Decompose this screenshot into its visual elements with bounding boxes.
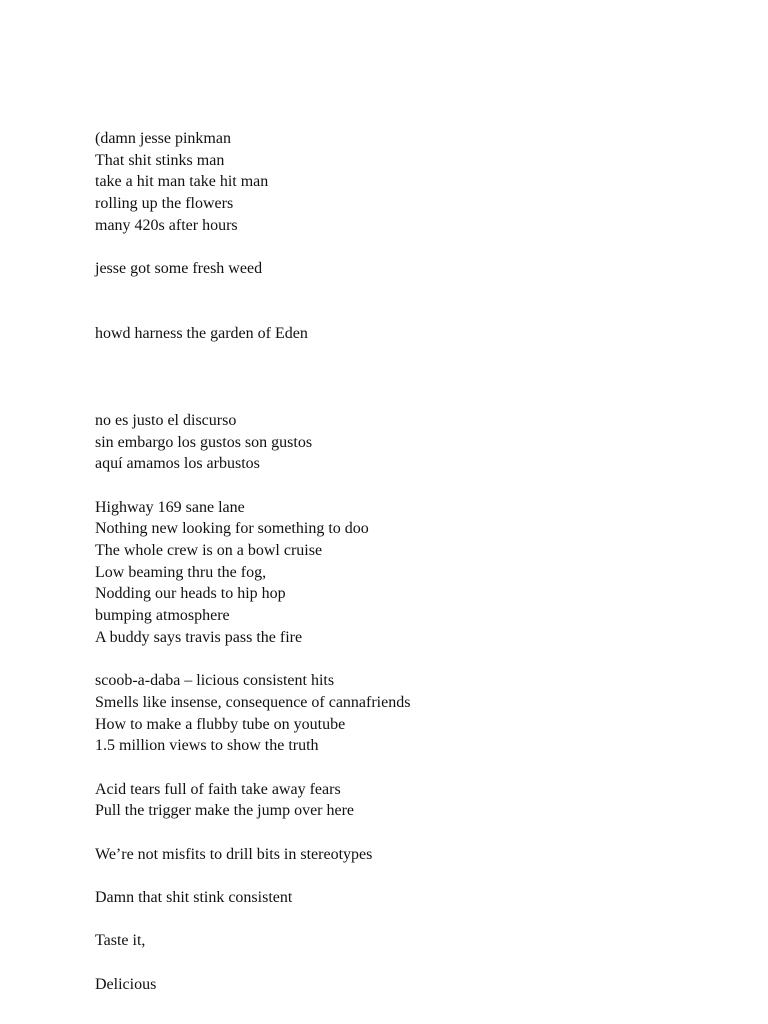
blank-line xyxy=(95,909,735,931)
blank-line xyxy=(95,757,735,779)
poem-line: Nodding our heads to hip hop xyxy=(95,585,286,603)
blank-line xyxy=(95,865,735,887)
poem-line: aquí amamos los arbustos xyxy=(95,455,260,473)
poem-line: That shit stinks man xyxy=(95,151,225,169)
poem-line: take a hit man take hit man xyxy=(95,173,269,191)
poem-line: rolling up the flowers xyxy=(95,195,234,213)
poem-line: Smells like insense, consequence of cannafriends xyxy=(95,693,411,711)
poem-line: Pull the trigger make the jump over here xyxy=(95,802,355,820)
blank-line xyxy=(95,345,735,367)
poem-line: Acid tears full of faith take away fears xyxy=(95,780,341,798)
poem-line: sin embargo los gustos son gustos xyxy=(95,433,313,451)
poem-line: Delicious xyxy=(95,975,157,993)
blank-line xyxy=(95,475,735,497)
poem-line: Taste it, xyxy=(95,932,146,950)
blank-line xyxy=(95,649,735,671)
blank-line xyxy=(95,302,735,324)
poem-line: howd harness the garden of Eden xyxy=(95,325,308,343)
blank-line xyxy=(95,236,735,258)
poem-line: (damn jesse pinkman xyxy=(95,130,231,147)
poem-line: Damn that shit stink consistent xyxy=(95,889,293,907)
blank-line xyxy=(95,388,735,410)
poem-line: Nothing new looking for something to doo xyxy=(95,520,369,538)
poem-line: Low beaming thru the fog, xyxy=(95,563,267,581)
blank-line xyxy=(95,367,735,389)
poem-line: scoob-a-daba – licious consistent hits xyxy=(95,672,335,690)
poem-line: 1.5 million views to show the truth xyxy=(95,737,319,755)
poem-line: How to make a flubby tube on youtube xyxy=(95,715,346,733)
poem-line: We’re not misfits to drill bits in stereotypes xyxy=(95,845,373,863)
poem-line: jesse got some fresh weed xyxy=(95,260,263,278)
poem-text xyxy=(95,128,735,996)
poem-line: no es justo el discurso xyxy=(95,411,237,429)
blank-line xyxy=(95,280,735,302)
poem-line: bumping atmosphere xyxy=(95,607,230,625)
blank-line xyxy=(95,822,735,844)
poem-line: many 420s after hours xyxy=(95,216,238,234)
poem-line: A buddy says travis pass the fire xyxy=(95,628,303,646)
poem-line: Highway 169 sane lane xyxy=(95,498,245,516)
poem-line: The whole crew is on a bowl cruise xyxy=(95,542,323,560)
blank-line xyxy=(95,952,735,974)
